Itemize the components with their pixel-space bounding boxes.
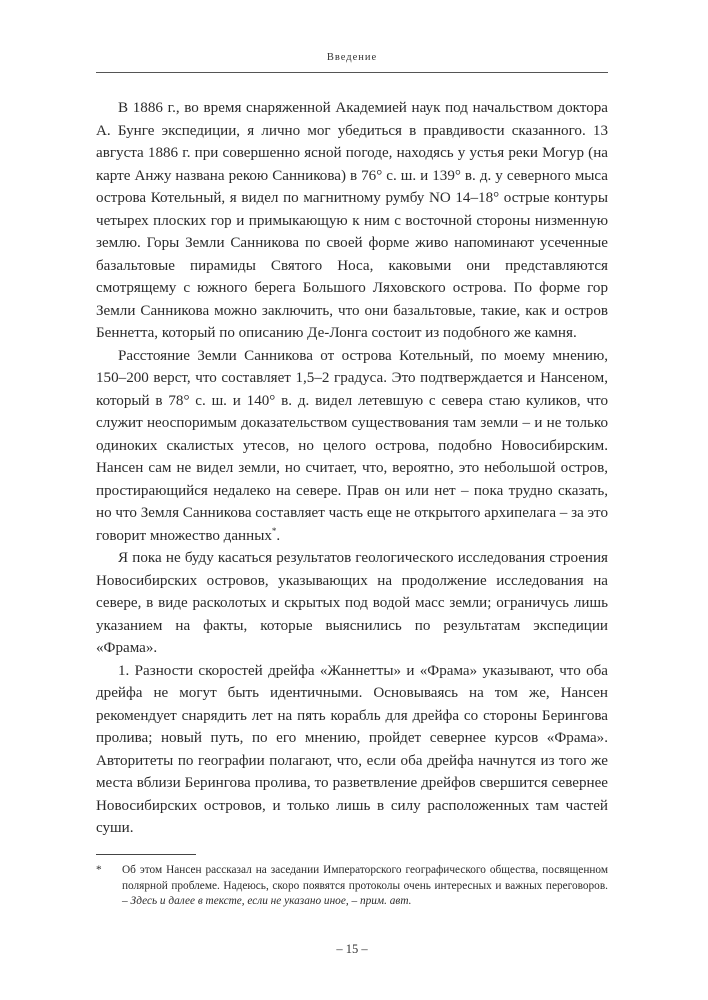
footnote xyxy=(96,863,608,910)
footnote-italic-note: Здесь и далее в тексте, если не указано иное, – прим. авт. xyxy=(130,895,412,908)
paragraph-2-text: Расстояние Земли Санникова от острова Котельный, по моему мнению, 150–200 верст, что составляет 1,5–2 градуса. Это подтверждается и Нансеном, который в 78° с. ш. и 140° в. д. видел летевшую с севера стаю куликов, что служит неоспоримым доказательством существования там земли – и не только одиноких скалистых утесов, но целого острова, подобно Новосибирским. Нансен сам не видел земли, но считает, что, вероятно, это небольшой остров, простирающийся недалеко на севере. Прав он или нет – пока трудно сказать, но что Земля Санникова составляет часть еще не открытого архипелага – за это говорит множество данных xyxy=(96,347,608,544)
footnote-rule xyxy=(96,854,196,855)
paragraph-3: Я пока не буду касаться результатов геологического исследования строения Новосибирских островов, указывающих на продолжение исследования на севере, в виде расколотых и скрытых под водой масс земли; ограничусь лишь указанием на факты, которые выяснились по результатам экспедиции «Фрама». xyxy=(96,550,608,656)
paragraph-2-end: . xyxy=(276,527,281,544)
paragraph-1: В 1886 г., во время снаряженной Академией наук под начальством доктора А. Бунге экспедиции, я лично мог убедиться в правдивости сказанного. 13 августа 1886 г. при совершенно ясной погоде, находясь у устья реки Могур (на карте Анжу названа рекою Санникова) в 76° с. ш. и 139° в. д. у северного мыса острова Котельный, я видел по магнитному румбу NO 14–18° острые контуры четырех плоских гор и примыкающую к ним с восточной стороны низменную землю. Горы Земли Санникова по своей форме живо напоминают усеченные базальтовые пирамиды Святого Носа, каковыми они представляются смотрящему с южного берега Большого Ляховского острова. По форме гор Земли Санникова можно заключить, что они базальтовые, такие, как и остров Беннетта, который по описанию Де-Лонга состоит из подобного же камня. xyxy=(96,100,608,341)
paragraph-2 xyxy=(96,345,608,548)
running-header: Введение xyxy=(326,52,378,63)
header-rule xyxy=(96,72,608,73)
body-text xyxy=(96,97,608,840)
footnote-mark: * xyxy=(96,864,102,876)
footnote-body xyxy=(96,863,608,910)
footnote-reference[interactable]: * xyxy=(271,525,277,536)
page-number: – 15 – xyxy=(336,942,368,956)
footnote-text: Об этом Нансен рассказал на заседании Императорского географического общества, посвященном полярной проблеме. Надеюсь, скоро появятся протоколы очень интересных и важных переговоров. – xyxy=(122,864,608,908)
paragraph-4: 1. Разности скоростей дрейфа «Жаннетты» и «Фрама» указывают, что оба дрейфа не могут быть идентичными. Основываясь на том же, Нансен рекомендует снарядить лет на пять корабль для дрейфа со стороны Берингова пролива; новый путь, по его мнению, пройдет севернее курсов «Фрама». Авторитеты по географии полагают, что, если оба дрейфа начнутся из того же места вблизи Берингова пролива, то разветвление дрейфов свершится севернее Новосибирских островов, и только лишь в силу расположенных там частей суши. xyxy=(96,662,608,836)
